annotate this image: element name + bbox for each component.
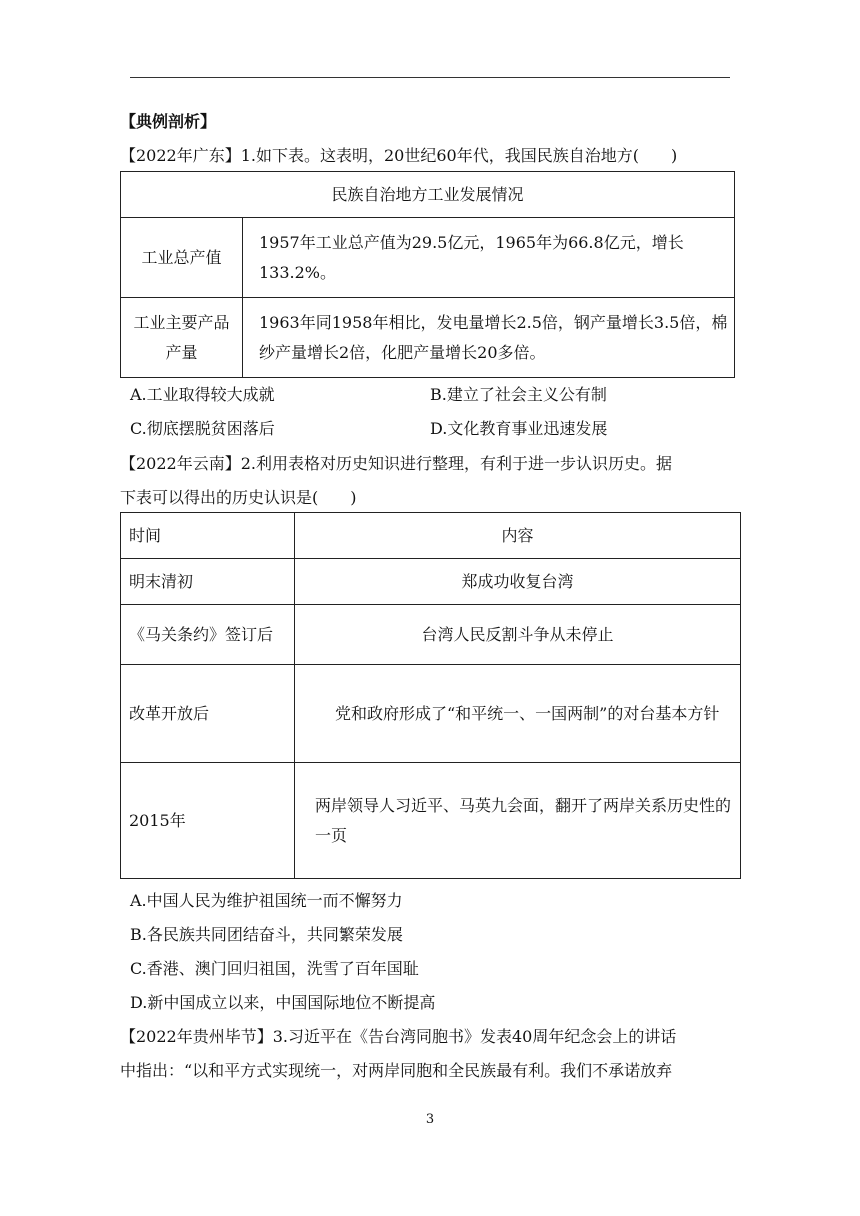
q2-row-time: 改革开放后 xyxy=(121,665,295,763)
q2-header-content: 内容 xyxy=(295,513,741,559)
header-rule xyxy=(130,77,730,78)
q2-option-c: C.香港、澳门回归祖国，洗雪了百年国耻 xyxy=(130,959,419,978)
page-number: 3 xyxy=(425,1112,435,1127)
q1-option-b: B.建立了社会主义公有制 xyxy=(430,385,607,404)
q2-row-content: 两岸领导人习近平、马英九会面，翻开了两岸关系历史性的一页 xyxy=(295,763,741,879)
q2-header-time: 时间 xyxy=(121,513,295,559)
q3-stem-line2: 中指出：“以和平方式实现统一，对两岸同胞和全民族最有利。我们不承诺放弃 xyxy=(120,1061,673,1080)
table-row xyxy=(121,298,735,378)
q2-row-content: 党和政府形成了“和平统一、一国两制”的对台基本方针 xyxy=(295,665,741,763)
q1-option-d: D.文化教育事业迅速发展 xyxy=(430,419,608,438)
q1-table xyxy=(120,171,735,378)
q2-table-header-row xyxy=(121,513,741,559)
q1-row-label: 工业主要产品产量 xyxy=(121,298,243,378)
q2-table xyxy=(120,512,741,879)
q2-row-time: 明末清初 xyxy=(121,559,295,605)
q3-stem-line1: 【2022年贵州毕节】3.习近平在《告台湾同胞书》发表40周年纪念会上的讲话 xyxy=(120,1027,677,1046)
q1-table-title-row xyxy=(121,172,735,218)
table-row xyxy=(121,218,735,298)
q2-stem-line2: 下表可以得出的历史认识是( ) xyxy=(120,488,357,507)
table-row xyxy=(121,665,741,763)
q1-row-label: 工业总产值 xyxy=(121,218,243,298)
q2-option-a: A.中国人民为维护祖国统一而不懈努力 xyxy=(130,891,403,910)
q2-option-b: B.各民族共同团结奋斗，共同繁荣发展 xyxy=(130,925,403,944)
q1-row-content: 1963年同1958年相比，发电量增长2.5倍，钢产量增长3.5倍，棉纱产量增长2倍，化肥产量增长20多倍。 xyxy=(243,298,735,378)
q1-stem: 【2022年广东】1.如下表。这表明，20世纪60年代，我国民族自治地方( ) xyxy=(120,146,678,165)
q1-option-a: A.工业取得较大成就 xyxy=(130,385,275,404)
table-row xyxy=(121,605,741,665)
q2-row-content: 郑成功收复台湾 xyxy=(295,559,741,605)
section-title: 【典例剖析】 xyxy=(120,112,217,131)
q1-option-c: C.彻底摆脱贫困落后 xyxy=(130,419,275,438)
q2-option-d: D.新中国成立以来，中国国际地位不断提高 xyxy=(130,993,436,1012)
table-row xyxy=(121,559,741,605)
q2-row-time: 2015年 xyxy=(121,763,295,879)
table-row xyxy=(121,763,741,879)
q1-table-title: 民族自治地方工业发展情况 xyxy=(121,172,735,218)
q2-row-time: 《马关条约》签订后 xyxy=(121,605,295,665)
q2-row-content: 台湾人民反割斗争从未停止 xyxy=(295,605,741,665)
q1-row-content: 1957年工业总产值为29.5亿元，1965年为66.8亿元，增长133.2%。 xyxy=(243,218,735,298)
q2-stem-line1: 【2022年云南】2.利用表格对历史知识进行整理，有利于进一步认识历史。据 xyxy=(120,454,672,473)
